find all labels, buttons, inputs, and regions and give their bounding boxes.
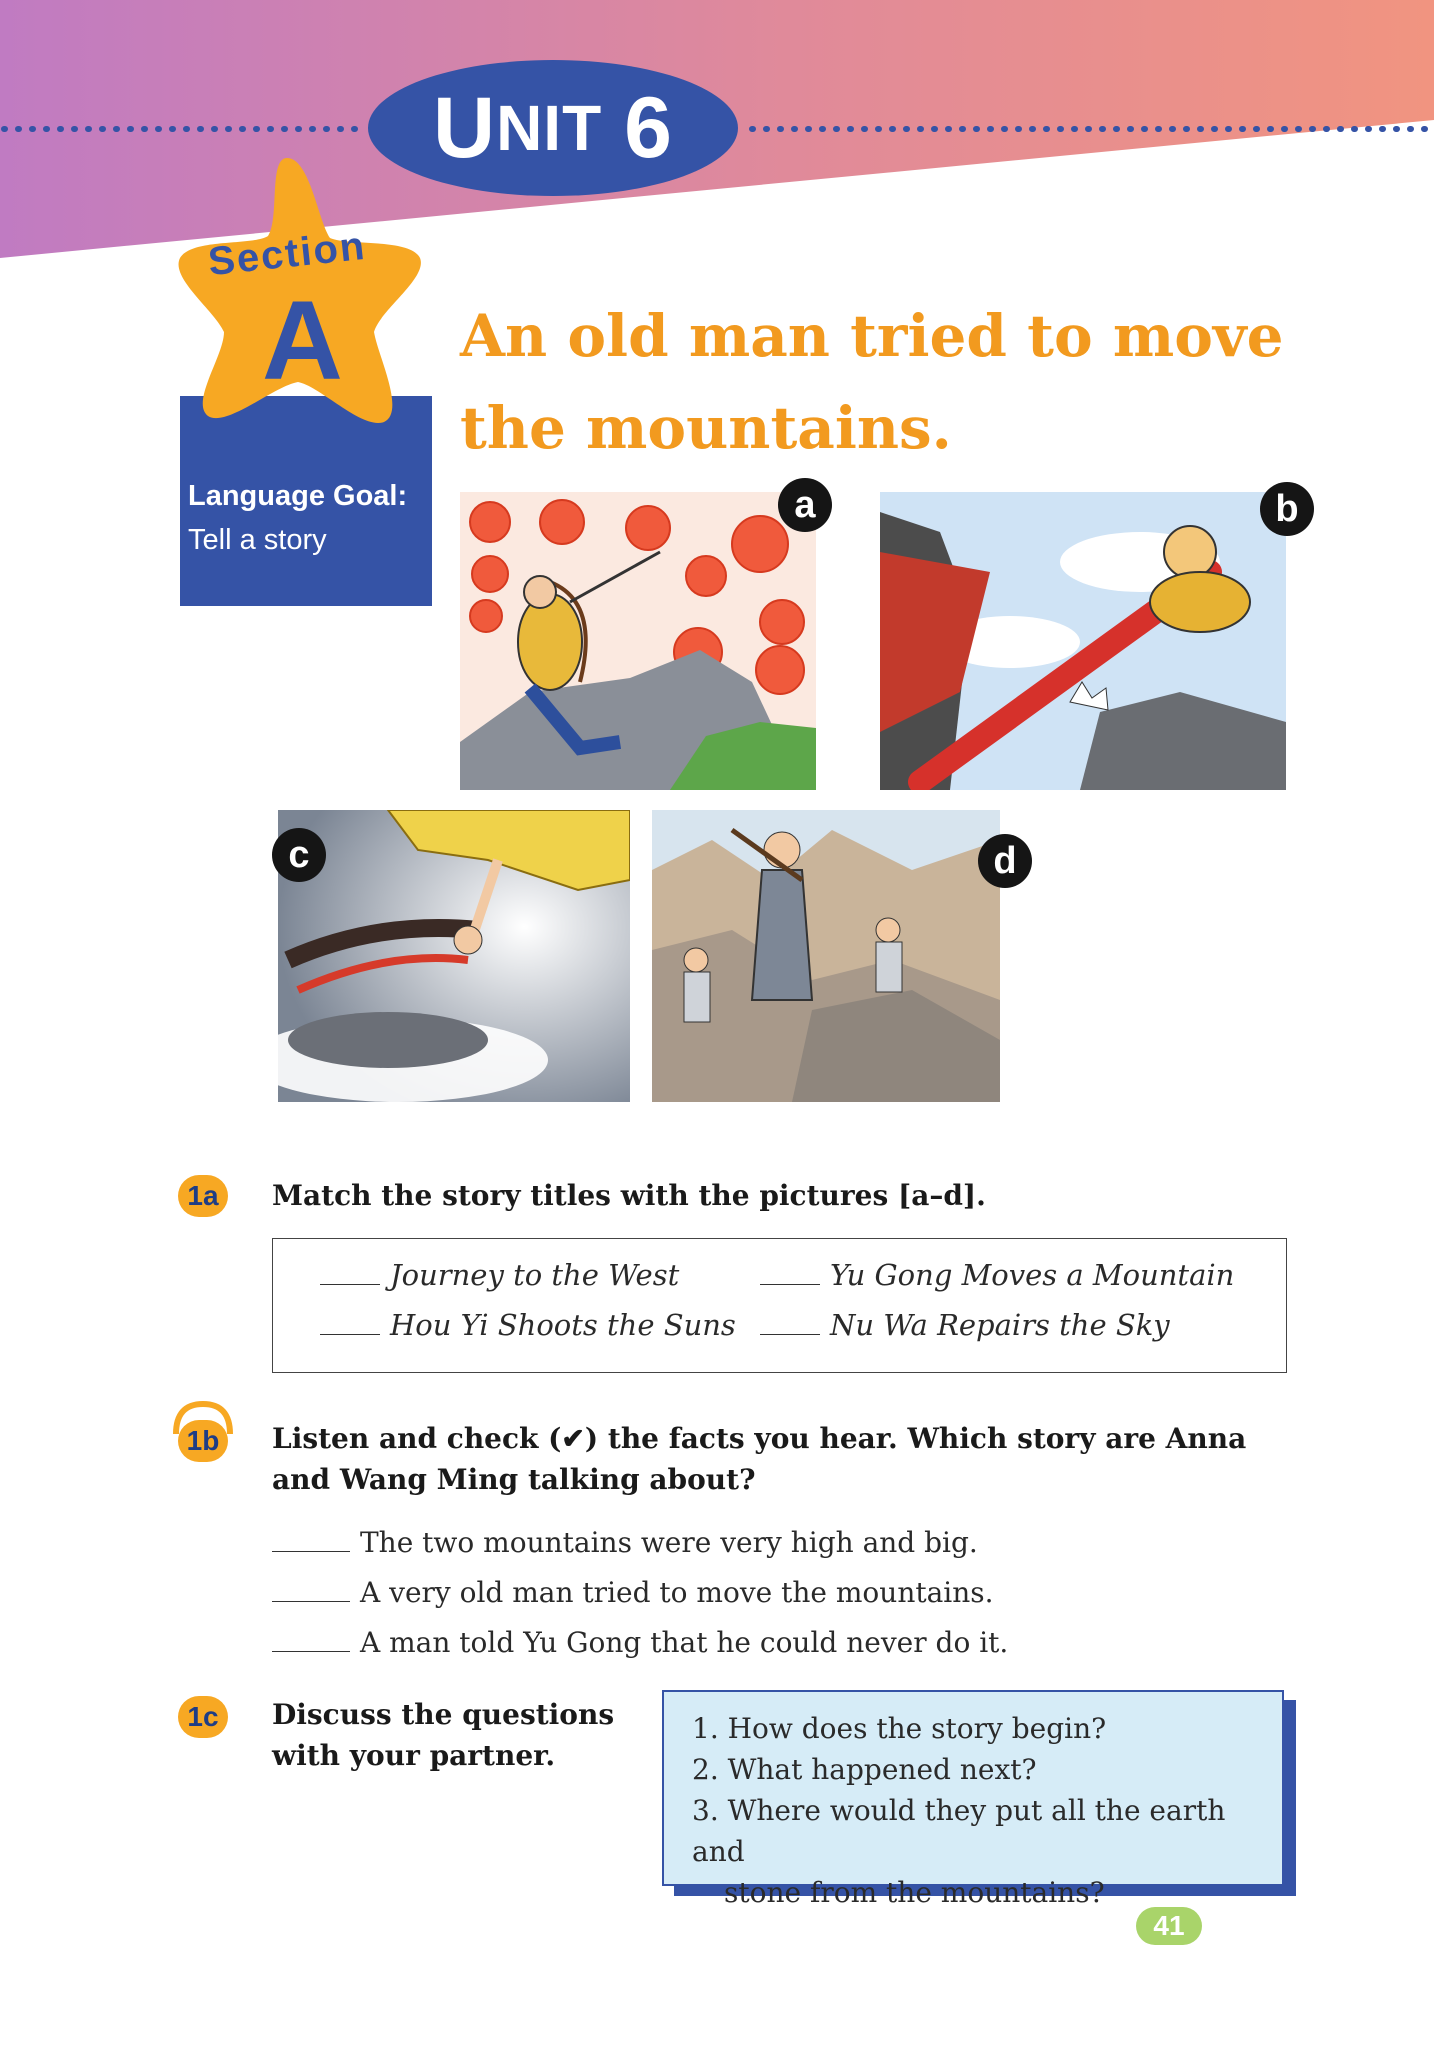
picture-label-d: d [978, 834, 1032, 888]
picture-c [278, 810, 630, 1102]
activity-1a-instruction: Match the story titles with the pictures [a–d]. [272, 1179, 986, 1212]
match-item [320, 1308, 736, 1342]
activity-badge-1a: 1a [178, 1175, 228, 1217]
answer-blank[interactable] [320, 1332, 380, 1335]
section-letter: A [262, 278, 343, 403]
check-blank[interactable] [272, 1599, 350, 1602]
question-item: 2. What happened next? [692, 1753, 1037, 1786]
language-goal-label: Language Goal: [188, 480, 408, 512]
questions-box [662, 1690, 1284, 1909]
unit-label-rest: NIT [496, 92, 603, 164]
match-item [760, 1308, 1170, 1342]
match-title: Journey to the West [390, 1258, 680, 1292]
page-number: 41 [1136, 1907, 1202, 1945]
check-blank[interactable] [272, 1649, 350, 1652]
unit-label-first: U [432, 79, 497, 176]
instruction-line: Discuss the questions [272, 1698, 615, 1731]
answer-blank[interactable] [760, 1282, 820, 1285]
activity-1c-instruction [272, 1694, 614, 1776]
activity-1b-instruction: Listen and check (✔) the facts you hear. Which story are Anna and Wang Ming talking about? [272, 1422, 1247, 1496]
picture-d [652, 810, 1000, 1102]
activity-badge-1b: 1b [178, 1420, 228, 1462]
question-item: 3. Where would they put all the earth and [692, 1794, 1226, 1868]
fact-item [272, 1626, 1008, 1659]
match-title: Yu Gong Moves a Mountain [830, 1258, 1235, 1292]
yu-gong-illustration [652, 810, 1000, 1102]
answer-blank[interactable] [760, 1332, 820, 1335]
language-goal-text: Tell a story [188, 524, 327, 556]
fact-item [272, 1526, 978, 1559]
match-item [320, 1258, 679, 1292]
fact-text: A man told Yu Gong that he could never do it. [360, 1626, 1009, 1659]
section-word: Section [206, 223, 369, 285]
match-title: Nu Wa Repairs the Sky [830, 1308, 1170, 1342]
check-blank[interactable] [272, 1549, 350, 1552]
instruction-line: with your partner. [272, 1739, 556, 1772]
question-item: stone from the mountains? [724, 1876, 1105, 1909]
questions-list [692, 1708, 1282, 1913]
match-title: Hou Yi Shoots the Suns [390, 1308, 736, 1342]
picture-label-b: b [1260, 482, 1314, 536]
match-item [760, 1258, 1234, 1292]
answer-blank[interactable] [320, 1282, 380, 1285]
fact-text: A very old man tried to move the mountains. [360, 1576, 994, 1609]
fact-text: The two mountains were very high and big. [360, 1526, 978, 1559]
monkey-king-illustration [880, 492, 1286, 790]
picture-label-c: c [272, 828, 326, 882]
unit-number: 6 [624, 79, 674, 176]
picture-b [880, 492, 1286, 790]
nu-wa-illustration [278, 810, 630, 1102]
question-item: 1. How does the story begin? [692, 1712, 1107, 1745]
hou-yi-illustration [460, 492, 816, 790]
fact-item [272, 1576, 994, 1609]
page-title: An old man tried to move the mountains. [460, 302, 1284, 462]
picture-label-a: a [778, 478, 832, 532]
picture-a [460, 492, 816, 790]
activity-badge-1c: 1c [178, 1696, 228, 1738]
